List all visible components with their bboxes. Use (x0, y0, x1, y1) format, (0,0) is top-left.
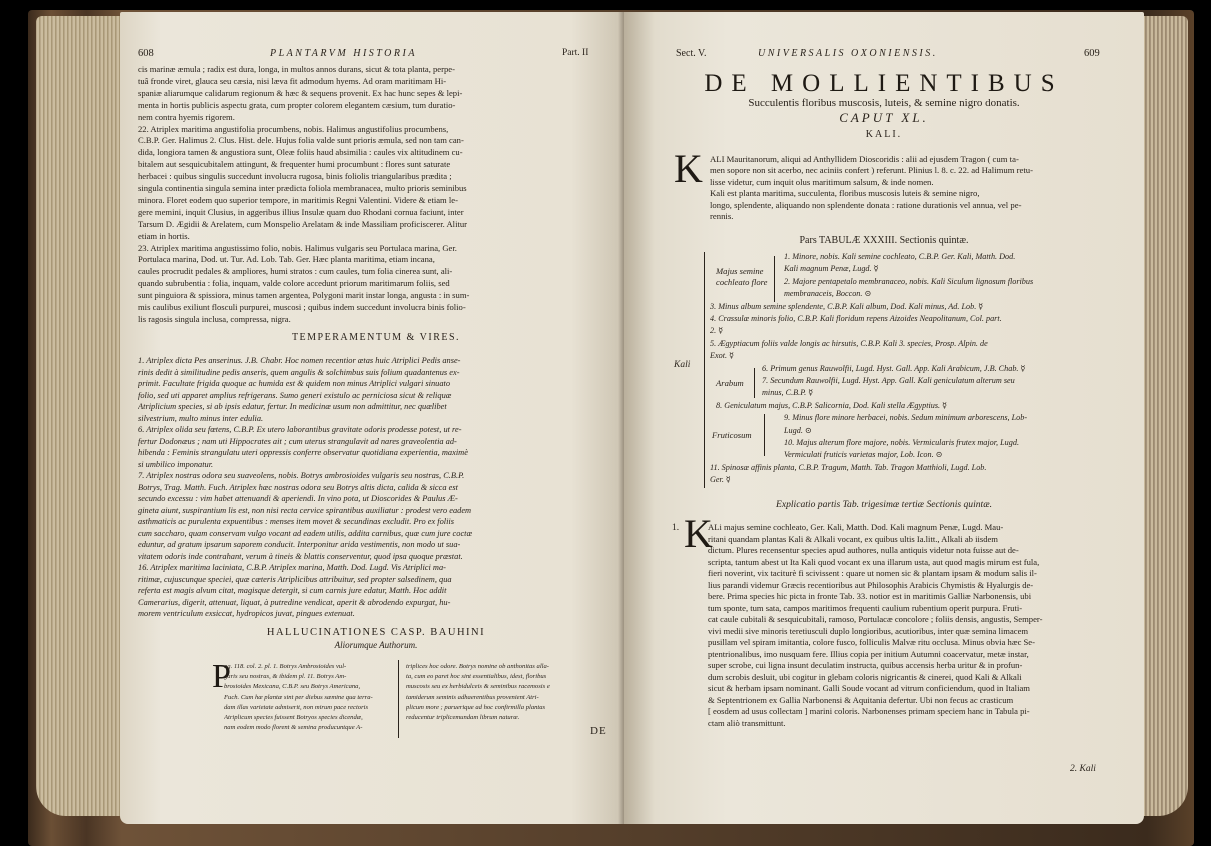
text-line: referta est magis alvum citat, magisque detergit, si cum carnis jure edatur, Matth. Hoc addit (138, 586, 447, 595)
text-line: vivi medii sive minoris teretiusculi duplo longioribus, acutioribus, inter quæ semina limacem (708, 625, 1029, 636)
text-line: 16. Atriplex maritima laciniata, C.B.P. Atriplex marina, Matth. Dod. Lugd. Vis Atriplici ma- (138, 563, 446, 572)
text-line: etiam in hortis. (138, 230, 190, 241)
text-line: ALI Mauritanorum, aliqui ad Anthyllidem Dioscoridis : alii ad ejusdem Tragon ( cum ta- (710, 154, 1019, 164)
table-group-label: Majus semine (716, 266, 764, 276)
text-line: menta in hortis publicis aspectu grata, cum propter colorem elegantem cæsium, tum duratio- (138, 99, 456, 110)
text-line: fieri noverint, vix taciturè fi scivissent : quare ut nomen sic & plantam ipsam & modum salis il- (708, 568, 1037, 578)
item-number: 1. (672, 523, 680, 533)
text-line: asthmaticis ac purulenta expuentibus : menses item movet & secundinas excludit. Pro ex foliis (138, 517, 455, 526)
text-line: tamiderum seminis adhaerentibus provenient Atri- (406, 693, 539, 701)
text-line: dida, longiora tamen & angustiora sunt, Oleæ foliis haud absimilia : caules vix altitudinem cu- (138, 147, 463, 158)
text-line: bitalem aut sesquicubitalem attingunt, & frequenter humi procumbunt : flores sunt saturate (138, 159, 451, 170)
text-line: Camerarius, digerit, attenuat, liquat, à putredine vendicat, aperit & abrodendo expurgat, hu- (138, 597, 451, 607)
text-line: men sopore non sit acerbo, nec aciniis confert ) referunt. Plinius l. 8. c. 22. ad Halimum retu- (710, 165, 1034, 176)
text-line: cis marinæ æmula ; radix est dura, longa, in multos annos durans, sicut & tota planta, perpe- (138, 64, 455, 74)
text-line: nam eodem modo florent & semina producuntque A- (224, 724, 363, 732)
text-line: tuâ fronde viret, glauca seu cæsia, nisi læva fit admodum hyems. Ad oram maritimam Hi- (138, 75, 447, 86)
running-head: UNIVERSALIS OXONIENSIS. (758, 48, 938, 59)
text-line: ptentrionalibus, imo nusquam fere. Illius copia per initium Autumni coacervatur, metæ instar, (708, 648, 1029, 659)
text-line: 7. Secundum Rauwolfii, Lugd. Hyst. App. Gall. Kali geniculatum alterum seu (762, 376, 1015, 385)
text-line: Vermiculati fruticis varietas major, Lob. Icon. ⊙ (784, 450, 943, 460)
running-head: PLANTARVM HISTORIA (270, 48, 417, 59)
text-line: Fuch. Cum hæ plantæ sint per diebus sæmine qua terra- (224, 693, 373, 701)
table-brace-arabum (754, 368, 755, 398)
text-line: ritimæ, cujuscunque speciei, quæ cæteris Atriplicibus attribuitur, sed propter salsedinem, qua (138, 574, 452, 584)
text-line: lis ragosis singula inclusa, compressa, nigra. (138, 313, 291, 324)
text-line: singula continentia singula semina inter prædicta foliola membranacea, multo prioris seminibus (138, 183, 467, 193)
kali-heading: KALI. (865, 129, 903, 140)
table-brace-majus (774, 256, 775, 302)
text-line: 1. Minore, nobis. Kali semine cochleato, C.B.P. Ger. Kali, Matth. Dod. (784, 252, 1016, 261)
text-line: brosioides Mexicana, C.B.P. seu Botrys Americana, (224, 683, 361, 691)
text-line: muscosis seu ex herbidulceis & seminibus racemosis e (406, 683, 550, 691)
table-brace-main (704, 252, 705, 488)
text-line: rinis dedit à similitudine pedis anseris, quem angulis & solchimbus suis folium quadantenus ex- (138, 367, 460, 377)
text-line: folio, sed uti apparet amplius refrigerans. Sumo generi existulo ac perniciosa sicut & reliquæ (138, 390, 452, 400)
text-line: 2. Majore pentapetalo membranaceo, nobis. Kali Siculum lignosum floribus (784, 276, 1034, 286)
text-line: & Septentrionem ex Gallia Narbonensi & Aquitania defertur. Ubi non fecus ac crasticum (708, 694, 1014, 705)
page-number: 609 (1084, 48, 1100, 59)
text-line: gere memini, inquit Clusius, in aggeribus illius Insulæ quam duo Rhodani cornua faciunt, inter (138, 206, 464, 217)
text-line: garis seu nostras, & ibidem pl. 11. Botrys Am- (224, 673, 347, 681)
text-line: Atriplicum species fuissent Botryos species dicendæ, (224, 714, 363, 721)
text-line: 4. Crassulæ minoris folio, C.B.P. Kali floridum repens Aizoides Neapolitanum, Col. part. (710, 314, 1002, 323)
text-line: 6. Atriplex olida seu fœtens, C.B.P. Ex utero laborantibus gravitate odoris prodesse potest, ut re- (138, 425, 462, 434)
text-line: [ eosdem ad usus collectam ] marini coloris. Narbonenses primam speciem hanc in Tabula pi- (708, 706, 1030, 716)
text-line: mis caulibus exiliunt flosculi purpurei, muscosi ; quibus indem succedunt involucra binis folio- (138, 302, 466, 312)
text-line: scripta, tantum abest ut Ita Kali quod vocant ex una illarum usta, aut quod magis mirum est fula, (708, 556, 1040, 567)
text-line: dum scrobis desluit, ubi cogitur in glebam coloris nigricantis & cinerei, quod Kali & Alkali (708, 671, 1022, 682)
text-line: 8. Geniculatum majus, C.B.P. Salicornia, Dod. Kali stella Ægyptius. ☿ (716, 400, 948, 410)
text-line: ctam aliò transmittunt. (708, 717, 786, 728)
catchword: DE (590, 725, 607, 737)
text-line: Ger. ☿ (710, 475, 731, 485)
text-line: 1. Atriplex dicta Pes anserinus. J.B. Chabr. Hoc nomen recentior ætas huic Atriplici Pedis anse- (138, 356, 461, 365)
right-page (624, 12, 1144, 824)
text-line: pusillam vel spiram imitantia, colore fusco, folliculis Malvæ ritu occlusa. Minus obvia hæc Se- (708, 637, 1035, 647)
text-line: nem contra hyemis rigorem. (138, 111, 235, 122)
text-line: rennis. (710, 211, 734, 221)
page-number: 608 (138, 48, 154, 59)
chapter-title: DE MOLLIENTIBUS (704, 70, 1064, 97)
section-label: Sect. V. (676, 48, 707, 59)
drop-capital: P (212, 658, 231, 695)
text-line: longo, splendente, aliquando non splendente donata : ratione durationis vel annua, vel pe- (710, 199, 1022, 210)
text-line: 22. Atriplex maritima angustifolia procumbens, nobis. Halimus angustifolius procumbens, (138, 123, 449, 134)
table-group-label: Fruticosum (712, 430, 752, 440)
text-line: cum saccharo, quam conservam vulgo vocant ad eadem utilis, addita carnibus, quæ cum jure coctæ (138, 528, 473, 538)
text-line: ta, cum eo paret hoc sint essentialibus, idest, floribus (406, 673, 547, 681)
text-line: 6. Primum genus Rauwolfii, Lugd. Hyst. Gall. App. Kali Arabicum, J.B. Chab. ☿ (762, 363, 1026, 373)
table-group-label: cochleato flore (716, 277, 768, 287)
text-line: 5. Ægyptiacum foliis valde longis ac hirsutis, C.B.P. Kali 3. species, Prosp. Alpin. de (710, 338, 988, 348)
text-line: silvestrium, multo minus inter edulia. (138, 413, 264, 423)
page-edges-left (36, 16, 124, 816)
text-line: 3. Minus album semine splendente, C.B.P. Kali album, Dod. Kali minus, Ad. Lob. ☿ (710, 301, 984, 311)
text-line: 23. Atriplex maritima angustissimo folio, nobis. Halimus vulgaris seu Portulaca marina, Ger. (138, 242, 457, 253)
explicatio-heading: Explicatio partis Tab. trigesimæ tertiæ Sectionis quintæ. (775, 499, 993, 510)
text-line: Tarsum D. Ægidii & Arelatem, cum Monspelio Arelatam & inde Massiliam proficiscerer. Alitur (138, 218, 467, 229)
text-line: minus, C.B.P. ☿ (762, 388, 814, 398)
text-line: sunt pinguiora & spissiora, minus tamen argentea, Polygoni marit instar longa, angusta : in sum- (138, 290, 470, 301)
text-line: ritani quandam plantas Kali & Alkali vocant, ex quibus ultis Ia.litt., Alkali ab iisdem (708, 533, 998, 544)
text-line: 10. Majus alterum flore majore, nobis. Vermicularis frutex major, Lugd. (784, 438, 1020, 447)
text-line: Exot. ☿ (710, 351, 735, 361)
drop-capital: K (684, 511, 713, 556)
section-subheading: Aliorumque Authorum. (334, 640, 418, 650)
text-line: ALi majus semine cochleato, Ger. Kali, Matth. Dod. Kali magnum Penæ, Lugd. Mau- (708, 522, 1004, 532)
text-line: Botrys, Trag. Matth. Fuch. Atriplex hæc nostras odora seu Botrys altis dicta, calida & sicca est (138, 482, 458, 492)
text-line: lius parandi videmur Græcis recentioribus aut Philosophis Arabicis Chymistis & Hyalurgis de- (708, 579, 1034, 590)
caput-heading: CAPUT XL. (839, 110, 929, 125)
text-line: secundo excessu : vim habet attenuandi & aperiendi. In vino pota, ut Dioscorides & Paulus Æ- (138, 494, 458, 503)
text-line: 7. Atriplex nostras odora seu suaveolens, nobis. Botrys ambrosioides vulgaris seu nostras, C.B.P. (138, 471, 465, 480)
drop-capital: K (674, 146, 703, 191)
text-line: primit. Facultate frigida quoque ac humida est & quidem non minus Atriplici vulgari sinuato (138, 379, 451, 388)
text-line: quando subrubentia : folia, inquam, valde colore accedunt priorum maritimarum foliis, sed (138, 278, 450, 289)
text-line: Kali est planta maritima, succulenta, floribus muscosis luteis & semine nigro, (710, 188, 980, 199)
text-line: Lugd. ⊙ (784, 425, 812, 435)
text-line: 2. ☿ (710, 326, 724, 336)
text-line: ag. 118. col. 2. pl. 1. Botrys Ambrosioides vul- (224, 663, 347, 670)
text-line: fertur Dodonæus ; nam uti Hippocrates ait ; cum uterus strangulavit ad nares graveolentia ad- (138, 436, 457, 446)
text-line: Kali magnum Penæ, Lugd. ☿ (784, 264, 879, 274)
text-line: super scrobe, cui ligna insunt deculatim instructa, quibus accensis herba uritur & in profun- (708, 660, 1023, 670)
chapter-subtitle: Succulentis floribus muscosis, luteis, & semine nigro donatis. (748, 97, 1020, 109)
text-line: bere. Prima species hic picta in fronte Tab. 33. notior est in maritimis Galliæ Narbonensis, ubi (708, 591, 1032, 601)
text-line: herbacei : quibus singulis succedunt involucra rugosa, binis foliolis triangularibus prædita ; (138, 171, 452, 182)
text-line: 9. Minus flore minore herbacei, nobis. Sedum minimum arborescens, Lob- (784, 413, 1028, 423)
text-line: lisse videtur, cum inquit olus maritimum salsum, & inde nomen. (710, 176, 934, 187)
text-line: morem ventriculum exsiccat, hydropicos juvat, pingues extenuat. (138, 609, 355, 618)
text-line: C.B.P. Ger. Halimus 2. Clus. Hist. dele. Hujus folia valde sunt prioris æmula, sed non tam can- (138, 135, 464, 146)
table-root-label: Kali (674, 360, 691, 370)
text-line: eduntur, ad gratum ipsarum saporem conducit. Interponitur arida vestimentis, non modo ut sua- (138, 540, 461, 549)
text-line: tum sponte, tum sata, campos maritimos frequenti caulium rubentium operit purpura. Fruti- (708, 602, 1023, 613)
text-line: membranaceis, Boccon. ⊙ (784, 289, 872, 299)
text-line: si umbilico imponatur. (138, 459, 214, 469)
left-page (120, 12, 632, 824)
text-line: plicum more ; paruerique ad hoc confirmilla plantas (406, 703, 546, 711)
text-line: sicut & herbam ipsam nominant. Galli Soude vocant ad vitrum conficiendum, quod in Italiam (708, 683, 1030, 693)
text-line: cat caule cubitali & sesquicubitali, ramoso, Portulacæ concolore ; foliis densis, angustis, Semper- (708, 614, 1043, 624)
text-line: reducentur triplicemundam librum naturæ. (406, 714, 520, 721)
page-edges-right (1138, 16, 1188, 816)
text-line: dam illas varietate admiserit, non mirum pace rectoris (224, 703, 369, 711)
table-brace-fruticosum (764, 414, 765, 456)
section-heading: TEMPERAMENTUM & VIRES. (291, 332, 461, 343)
text-line: Atriplicium species, si ab ipsis edatur, fertur. In medicinæ usum non admittitur, nec quælibet (138, 402, 447, 411)
text-line: triplices hoc odore. Botrys nomine ob anthonitas alla- (406, 663, 549, 670)
section-heading: HALLUCINATIONES CASP. BAUHINI (266, 627, 486, 638)
open-book (28, 6, 1194, 846)
text-line: vitatem odoris inde contrahant, verum à tineis & blattis conserventur, quod ipsa quoque præstat. (138, 551, 463, 561)
text-line: gineta aiunt, suspirantium lis est, non nisi recta cervice spirantibus auxiliatur : prodest vero eadem (138, 505, 472, 515)
column-divider (398, 660, 399, 738)
text-line: hibenda : Feminis strangulatu uteri oppressis conferre observatur quotidiana experientia, maximè (138, 448, 468, 457)
text-line: 11. Spinosæ affinis planta, C.B.P. Tragum, Matth. Tab. Tragon Matthioli, Lugd. Lob. (710, 462, 987, 472)
text-line: dictum. Plures recensentur species apud authores, nulla antiquis videtur nota fuisse aut de- (708, 545, 1019, 555)
catchword: 2. Kali (1070, 764, 1096, 774)
part-label: Part. II (562, 48, 589, 58)
text-line: spaniæ aliarumque calidarum regionum & hæc & sequens provenit. Ex hac hunc sepes & lepi- (138, 87, 463, 98)
text-line: caules procrudit pedales & ampliores, humi stratos : cum caules, tum folia cinerea sunt, ali- (138, 266, 453, 277)
table-heading: Pars TABULÆ XXXIII. Sectionis quintæ. (799, 235, 969, 246)
text-line: Portulaca marina, Dod. ut. Tur. Ad. Lob. Tab. Ger. Hæc planta maritima, etiam incana, (138, 254, 435, 265)
table-group-label: Arabum (716, 378, 744, 388)
text-line: minora. Floret eodem quo superior tempore, in maritimis Regni Valentini. Videre & etiam le- (138, 194, 458, 205)
